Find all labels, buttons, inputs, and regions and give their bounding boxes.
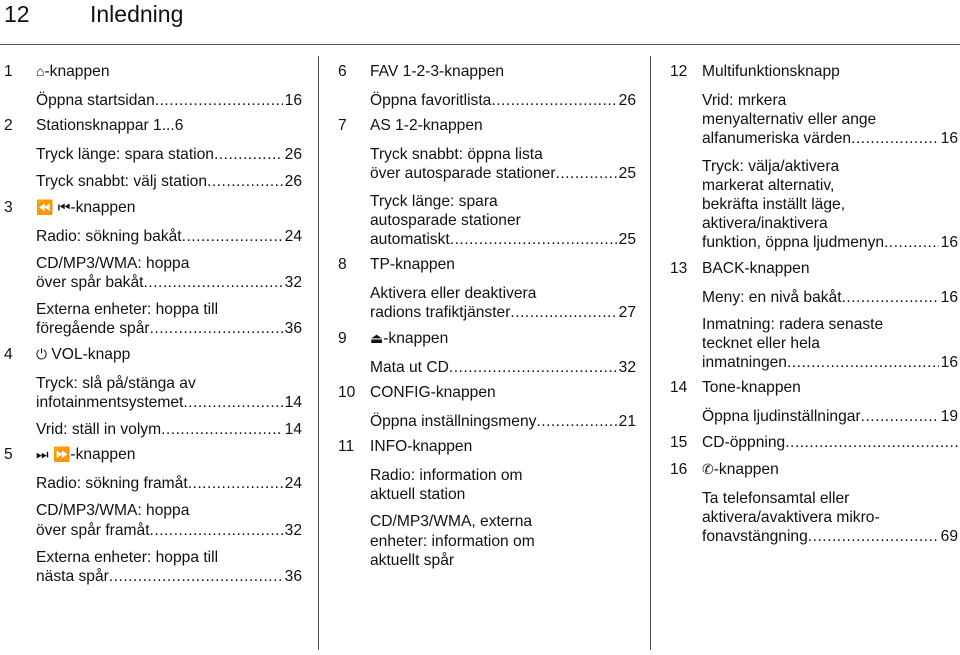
control-number: 8 (338, 256, 347, 274)
control-heading (334, 62, 636, 83)
leader-dots (536, 412, 616, 431)
page-ref: 36 (284, 320, 302, 338)
entry-text: infotainmentsystemet (36, 393, 184, 411)
control-item (334, 116, 636, 249)
control-item (334, 255, 636, 322)
control-number: 5 (4, 446, 13, 464)
control-label: FAV 1-2-3-knappen (370, 63, 505, 80)
leader-dots (556, 164, 617, 183)
index-entry (334, 284, 636, 322)
index-entry (666, 315, 958, 373)
control-label: ⏏-knappen (370, 329, 449, 347)
control-heading (0, 116, 302, 137)
index-entry (666, 91, 958, 149)
index-entry (666, 288, 958, 307)
index-entry-line: Externa enheter: hoppa till (36, 301, 219, 319)
control-item (666, 433, 958, 454)
entry-text: Tryck snabbt: välj station (36, 173, 208, 191)
leader-dots (842, 288, 939, 307)
index-entry (0, 548, 302, 586)
entry-text: nästa spår (36, 568, 109, 586)
page-ref: 27 (618, 304, 636, 322)
column-right (666, 62, 958, 552)
index-entry (334, 466, 636, 504)
entry-text: över spår framåt (36, 521, 150, 539)
control-number: 15 (670, 433, 688, 451)
control-item (0, 198, 302, 339)
page-ref: 24 (284, 475, 302, 493)
control-heading (334, 116, 636, 137)
index-entry-line: aktuellt spår (370, 551, 455, 569)
leader-dots (450, 230, 617, 249)
index-entry (666, 407, 958, 426)
leader-dots (188, 474, 283, 493)
control-label: TP-knappen (370, 256, 455, 274)
control-number: 16 (670, 460, 688, 478)
index-entry-line: CD/MP3/WMA: hoppa (36, 502, 190, 520)
index-entry (0, 374, 302, 412)
index-entry (0, 420, 302, 439)
entry-text: över autosparade stationer (370, 165, 556, 183)
index-entry (334, 358, 636, 377)
index-entry-line: Radio: information om (370, 467, 523, 485)
index-entry-line: bekräfta inställt läge, (702, 196, 846, 214)
leader-dots (150, 319, 283, 338)
page-ref: 32 (284, 274, 302, 292)
index-entry (334, 192, 636, 250)
leader-dots (861, 407, 939, 426)
phone-icon: ✆ (702, 460, 714, 477)
index-entry (334, 412, 636, 431)
page-ref: 14 (284, 421, 302, 439)
index-entry (0, 300, 302, 338)
page-ref: 24 (284, 227, 302, 245)
control-item (334, 329, 636, 377)
index-entry-line (36, 420, 302, 439)
index-entry-line: Tryck länge: spara (370, 192, 498, 210)
control-label: ⏻ VOL-knapp (36, 345, 131, 363)
index-entry-line (702, 129, 958, 148)
index-entry-line: menyalternativ eller ange (702, 111, 877, 129)
index-entry-line: enheter: information om (370, 532, 535, 550)
power-icon: ⏻ (36, 345, 48, 362)
page-ref: 26 (618, 92, 636, 109)
entry-text: Öppna inställningsmeny (370, 412, 537, 430)
fast-forward-icon: ⏩ (52, 446, 71, 463)
entry-text: Radio: sökning framåt (36, 475, 188, 493)
column-middle (334, 62, 636, 576)
entry-text: Öppna startsidan (36, 92, 155, 109)
control-number: 6 (338, 63, 347, 80)
control-number: 9 (338, 329, 347, 347)
leader-dots (182, 227, 283, 246)
entry-text: Meny: en nivå bakåt (702, 288, 842, 306)
index-entry-line: aktivera/avaktivera mikro- (702, 508, 880, 526)
page-ref: 16 (940, 288, 958, 306)
index-entry (334, 91, 636, 110)
index-entry-line: markerat alternativ, (702, 176, 835, 194)
entry-text: Mata ut CD (370, 358, 449, 376)
index-entry (0, 91, 302, 110)
leader-dots (851, 129, 939, 148)
control-item (666, 460, 958, 547)
page-ref: 25 (618, 231, 636, 249)
control-heading (334, 437, 636, 458)
entry-text (702, 433, 785, 454)
index-entry-line (36, 227, 302, 246)
control-item (334, 437, 636, 570)
index-entry (0, 227, 302, 246)
leader-dots (150, 521, 283, 540)
index-entry-line (702, 433, 960, 454)
page-ref: 16 (284, 92, 302, 109)
leader-dots (183, 393, 282, 412)
control-heading (666, 62, 958, 83)
entry-text: automatiskt (370, 231, 450, 249)
index-entry-line (36, 393, 302, 412)
page-ref: 32 (284, 521, 302, 539)
index-entry-line (36, 91, 302, 110)
control-label: CD-öppning (702, 433, 786, 451)
control-label: AS 1-2-knappen (370, 117, 483, 135)
column-left (0, 62, 302, 592)
entry-text: Öppna ljudinställningar (702, 408, 861, 426)
leader-dots (808, 527, 939, 546)
leader-dots (161, 420, 283, 439)
control-label: ⏪ ⏮-knappen (36, 198, 136, 216)
index-entry (0, 145, 302, 164)
control-number: 4 (4, 345, 13, 363)
index-entry-line (36, 319, 302, 338)
control-label: ✆-knappen (702, 460, 779, 478)
index-entry-line: autosparade stationer (370, 211, 521, 229)
entry-text: över spår bakåt (36, 274, 144, 292)
index-entry-line: Tryck: välja/aktivera (702, 157, 840, 175)
control-item (334, 383, 636, 431)
index-entry-line (36, 567, 302, 586)
column-divider (650, 56, 651, 650)
index-entry-line: Inmatning: radera senaste (702, 315, 884, 333)
index-entry-line (370, 230, 636, 249)
entry-text: fonavstängning (702, 528, 808, 546)
page-number: 12 (4, 1, 30, 27)
control-item (666, 378, 958, 426)
index-entry-line (370, 303, 636, 322)
page-ref: 69 (940, 528, 958, 546)
control-number: 1 (4, 63, 13, 80)
leader-dots (155, 91, 283, 110)
page-ref: 14 (284, 393, 302, 411)
skip-back-icon: ⏮ (57, 198, 71, 215)
control-heading (666, 259, 958, 280)
control-number: 13 (670, 259, 688, 277)
page-ref: 25 (618, 165, 636, 183)
rewind-icon: ⏪ (36, 198, 54, 215)
control-number: 12 (670, 63, 688, 80)
index-entry-line: aktivera/inaktivera (702, 215, 828, 233)
control-number: 7 (338, 117, 347, 135)
control-label: BACK-knappen (702, 259, 810, 277)
leader-dots (491, 91, 616, 110)
skip-forward-icon: ⏭ (36, 446, 49, 463)
control-heading (0, 345, 302, 366)
entry-text: föregående spår (36, 320, 150, 338)
leader-dots (449, 358, 617, 377)
control-label: Stationsknappar 1...6 (36, 117, 184, 135)
index-entry-line: Externa enheter: hoppa till (36, 548, 219, 566)
index-entry-line: aktuell station (370, 486, 466, 504)
index-entry-line (702, 233, 958, 252)
page-header (0, 0, 960, 45)
index-entry-line (36, 273, 302, 292)
control-label: INFO-knappen (370, 438, 473, 456)
index-entry-line (370, 358, 636, 377)
control-label: ⌂-knappen (36, 63, 110, 80)
index-entry-line (36, 145, 302, 164)
index-entry-line (370, 412, 636, 431)
index-entry-line: CD/MP3/WMA, externa (370, 513, 533, 531)
control-number: 10 (338, 383, 356, 401)
control-heading (334, 383, 636, 404)
control-item (0, 116, 302, 191)
control-item (0, 445, 302, 586)
entry-text: Vrid: ställ in volym (36, 421, 162, 439)
index-entry-line (36, 172, 302, 191)
index-entry-line: Tryck snabbt: öppna lista (370, 146, 543, 164)
index-entry (0, 474, 302, 493)
entry-text: Öppna favoritlista (370, 92, 492, 109)
page-ref: 16 (940, 130, 958, 148)
leader-dots (785, 433, 960, 454)
leader-dots (510, 303, 616, 322)
control-number: 11 (338, 438, 355, 456)
index-entry-line (370, 164, 636, 183)
index-entry (334, 512, 636, 570)
page-ref: 21 (618, 412, 636, 430)
eject-icon: ⏏ (370, 329, 384, 346)
page-ref: 26 (284, 146, 302, 164)
index-entry-line: Ta telefonsamtal eller (702, 489, 850, 507)
control-heading (334, 329, 636, 350)
index-entry (0, 172, 302, 191)
control-number: 2 (4, 117, 13, 135)
index-entry-line: Tryck: slå på/stänga av (36, 374, 196, 392)
control-number: 14 (670, 379, 688, 397)
leader-dots (207, 172, 283, 191)
control-heading (0, 62, 302, 83)
page-ref: 26 (284, 173, 302, 191)
index-entry-line (370, 91, 636, 110)
entry-text: radions trafiktjänster (370, 304, 511, 322)
control-item (334, 62, 636, 110)
control-heading (0, 198, 302, 219)
index-entry-line: CD/MP3/WMA: hoppa (36, 254, 190, 272)
entry-text: Tryck länge: spara station (36, 146, 214, 164)
control-item (0, 62, 302, 110)
control-number: 3 (4, 198, 13, 216)
index-entry-line (702, 407, 958, 426)
control-heading (666, 378, 958, 399)
index-entry (334, 145, 636, 183)
control-heading (666, 460, 958, 481)
page-ref: 36 (284, 568, 302, 586)
control-label: Multifunktionsknapp (702, 63, 840, 80)
page-ref: 16 (940, 234, 958, 252)
column-divider (318, 56, 319, 650)
entry-text: alfanumeriska värden (702, 130, 852, 148)
leader-dots (143, 273, 282, 292)
control-item (0, 345, 302, 440)
index-entry (0, 254, 302, 292)
control-heading (334, 255, 636, 276)
index-entry (666, 157, 958, 253)
entry-text: funktion, öppna ljudmenyn (702, 234, 885, 252)
index-entry-line (36, 521, 302, 540)
entry-text: Radio: sökning bakåt (36, 227, 182, 245)
index-entry-line (702, 288, 958, 307)
index-entry-line: Aktivera eller deaktivera (370, 285, 537, 303)
page-ref: 19 (940, 408, 958, 426)
page-ref: 16 (940, 354, 958, 372)
control-item (666, 62, 958, 253)
control-label: ⏭ ⏩-knappen (36, 446, 136, 464)
home-icon: ⌂ (36, 63, 45, 79)
control-label: CONFIG-knappen (370, 383, 496, 401)
leader-dots (787, 353, 939, 372)
entry-text: inmatningen (702, 354, 787, 372)
index-entry-line (36, 474, 302, 493)
leader-dots (884, 233, 939, 252)
index-entry-line (702, 527, 958, 546)
index-entry-line: Vrid: mrkera (702, 92, 787, 109)
control-item (666, 259, 958, 373)
control-heading (666, 433, 958, 454)
leader-dots (214, 145, 283, 164)
leader-dots (109, 567, 283, 586)
page-ref: 32 (618, 358, 636, 376)
control-heading (0, 445, 302, 466)
page-title: Inledning (90, 1, 184, 27)
index-entry-line: tecknet eller hela (702, 335, 820, 353)
index-entry-line (702, 353, 958, 372)
index-entry (0, 501, 302, 539)
index-entry (666, 489, 958, 547)
control-label: Tone-knappen (702, 379, 801, 397)
